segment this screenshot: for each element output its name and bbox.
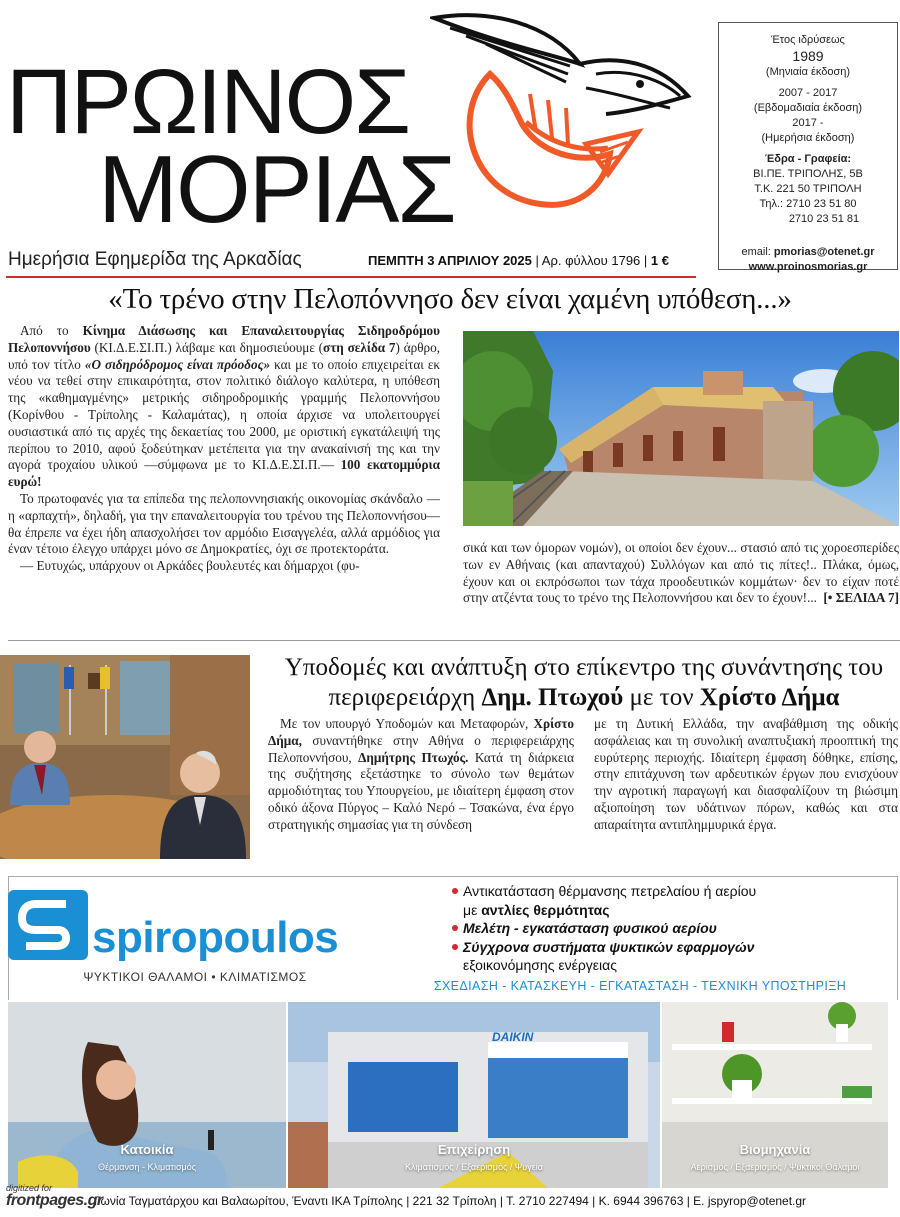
ad-address: Γωνία Ταγματάρχου και Βαλαωρίτου, Έναντι ΙΚΑ Τρίπολης | 221 32 Τρίπολη | Τ. 2710 227494 | Κ. 6944 396763 | Ε. jspyrop@otenet.gr <box>93 1194 807 1208</box>
address-line: Τ.Κ. 221 50 ΤΡΙΠΟΛΗ <box>754 183 862 195</box>
website-link[interactable]: www.proinosmorias.gr <box>748 261 868 273</box>
panel-title: Βιομηχανία <box>739 1142 811 1157</box>
info-line: 2007 - 2017 <box>778 87 838 99</box>
price: 1 € <box>650 253 669 268</box>
issue-date: ΠΕΜΠΤΗ 3 ΑΠΡΙΛΙΟΥ 2025 <box>368 253 532 268</box>
info-line: (Μηνιαία έκδοση) <box>765 66 851 78</box>
frontpages-watermark: digitized for frontpages.gr <box>6 1183 103 1209</box>
ad-bullet-list <box>452 882 756 975</box>
second-paragraph: Με τον υπουργό Υποδομών και Μεταφορών, Χρίστο Δήμα, συναντήθηκε στην Αθήνα ο περιφερειάρχης Πελοποννήσου, Δημήτρης Πτωχός. Κατά τη διάρκεια της συζήτησης εξετάστηκε το σύνολο των θεμάτων αρμοδιότητας του Υπουργείου, με ιδιαίτερη έμφαση στον οδικό άξονα Πύργος – Καλό Νερό – Τσακώνα, ένα έργο στρατηγικής σημασίας για τη σύνδεση <box>268 716 574 832</box>
ad-panel-home[interactable] <box>8 1002 286 1188</box>
ad-services-line: ΣΧΕΔΙΑΣΗ - ΚΑΤΑΣΚΕΥΗ - ΕΓΚΑΤΑΣΤΑΣΗ - ΤΕΧΝΙΚΗ ΥΠΟΣΤΗΡΙΞΗ <box>433 979 847 993</box>
lead-paragraph: — Ευτυχώς, υπάρχουν οι Αρκάδες βουλευτές και δήμαρχοι (φυ- <box>20 558 360 574</box>
separator: | <box>643 253 651 268</box>
panel-subtitle: Κλιματισμός / Εξαερισμός / Ψυγεία <box>405 1162 543 1172</box>
panel-subtitle: Θέρμανση - Κλιματισμός <box>97 1162 197 1172</box>
separator: | <box>535 253 542 268</box>
lead-paragraph: Από το Κίνημα Διάσωσης και Επαναλειτουργίας Σιδηροδρόμου Πελοποννήσου (ΚΙ.Δ.Ε.ΣΙ.Π.) λάβαμε και δημοσιεύουμε (στη σελίδα 7) άρθρο, υπό τον τίτλο «Ο σιδηρόδρομος είναι πρόοδος» και με το οποίο επιχειρείται εκ νέου να τεθεί στην επικαιρότητα, στον πολιτικό διάλογο καλύτερα, η υπόθεση της «καθημαγμένης» μετρικής σιδηροδρομικής γραμμής Πελοποννήσου (Κορίνθου - Τρίπολης - Καλαμάτας), η οποία άρχισε να υπολειτουργεί ουσιαστικά από τις αρχές της δεκαετίας του 2000, με οριστική εγκατάλειψή της περίπου το 2010, αφού ξοδεύτηκαν μετέπειτα για την ανακαίνισή της και την αγορά τροχαίου υλικού —σύμφωνα με το ΚΙ.Δ.Ε.ΣΙ.Π.— 100 εκατομμύρια ευρώ! <box>8 323 440 490</box>
lead-continuation: σικά και των όμορων νομών), οι οποίοι δεν έχουν... στασιό από τις χοροεσπερίδες των εν Αθήναις (και απανταχού) Συλλόγων και από τις πίτες!.. Πλάκα, όμως, έχουν και οι εκπρόσωποι των τάχα προοδευτικών κομμάτων· δεν το είχαν ποτέ στην ατζέντα τους το τρένο της Πελοποννήσου και δεν το έχουν!... <box>463 540 899 606</box>
daikin-sign: DAIKIN <box>492 1030 534 1044</box>
brand-name: spiropoulos <box>92 913 339 962</box>
info-line: 2017 - <box>792 117 824 129</box>
lead-paragraph: Το πρωτοφανές για τα επίπεδα της πελοποννησιακής οικονομίας σκάνδαλο —η «αρπαχτή», δηλαδή, για την επαναλειτουργία του τρένου της Πελοποννήσου— θα έπρεπε να έχει ήδη απασχολήσει τον αρμόδιο Εισαγγελέα, αλλά αρμόδιος για έναν τέτοιο έλεγχο υπάρχει μόνο σε Δημοκρατίες, όχι σε προτεκτοράτα. <box>8 490 440 557</box>
dateline <box>368 253 669 268</box>
lead-article-column-1 <box>8 323 440 623</box>
address-line: ΒΙ.ΠΕ. ΤΡΙΠΟΛΗΣ, 5Β <box>753 168 863 180</box>
ad-subtitle: ΨΥΚΤΙΚΟΙ ΘΑΛΑΜΟΙ • ΚΛΙΜΑΤΙΣΜΟΣ <box>83 970 307 984</box>
masthead-rule <box>6 276 696 278</box>
lead-article-column-2 <box>463 540 899 607</box>
tagline: Ημερήσια Εφημερίδα της Αρκαδίας <box>8 249 302 270</box>
second-continuation: με τη Δυτική Ελλάδα, την αναβάθμιση της οδικής ασφάλειας και τη συνολική αναπτυξιακή προοπτική της ευρύτερης περιοχής. Ιδιαίτερη έμφαση δόθηκε, επίσης, στην επιτάχυνση των αρδευτικών έργων που ενισχύουν την αγροτική παραγωγή και διασφαλίζουν τη βιώσιμη αξιοποίηση των υδάτινων πόρων, καθώς και στα απαραίτητα αντιπλημμυρικά έργα. <box>594 716 898 832</box>
email-link[interactable]: pmorias@otenet.gr <box>773 246 875 258</box>
second-headline[interactable]: Υποδομές και ανάπτυξη στο επίκεντρο της συνάντησης του περιφερειάρχη Δημ. Πτωχού με τον Χρίστο Δήμα <box>284 654 884 711</box>
train-station-photo <box>463 331 899 526</box>
info-line: (Εβδομαδιαία έκδοση) <box>753 102 863 114</box>
phone-line: Τηλ.: 2710 23 51 80 <box>759 198 857 210</box>
logo-line-1: ΠΡΩΙΝΟΣ <box>6 51 410 153</box>
meeting-photo <box>0 655 250 859</box>
founded-year: 1989 <box>792 48 824 64</box>
hq-label: Έδρα - Γραφεία: <box>764 153 852 165</box>
info-line: (Ημερήσια έκδοση) <box>761 132 855 144</box>
spiropoulos-advert[interactable] <box>0 876 900 1217</box>
ad-bullet: Αντικατάσταση θέρμανσης πετρελαίου ή αερίου με αντλίες θερμότητας <box>452 882 756 919</box>
ad-bullet: Μελέτη - εγκατάσταση φυσικού αερίου <box>452 919 756 938</box>
panel-title: Επιχείρηση <box>437 1142 511 1157</box>
second-article-column-2 <box>594 716 898 834</box>
issue-number: Αρ. φύλλου 1796 <box>541 253 641 268</box>
phone-line: 2710 23 51 81 <box>788 213 860 225</box>
dove-logo-icon <box>430 4 692 216</box>
second-article-column-1 <box>268 716 574 834</box>
section-divider <box>8 640 900 641</box>
founded-label: Έτος ιδρύσεως <box>771 34 845 46</box>
ad-panel-business[interactable] <box>288 1002 660 1188</box>
masthead <box>0 0 900 280</box>
panel-title: Κατοικία <box>120 1142 174 1157</box>
ad-bullet: Σύγχρονα συστήματα ψυκτικών εφαρμογών εξοικονόμησης ενέργειας <box>452 938 756 975</box>
lead-headline[interactable]: «Το τρένο στην Πελοπόννησο δεν είναι χαμένη υπόθεση...» <box>108 283 792 315</box>
ad-panels <box>8 1002 888 1188</box>
logo-line-2: ΜΟΡΙΑΣ <box>98 136 455 243</box>
email-line: email: pmorias@otenet.gr <box>741 246 875 258</box>
see-page-link[interactable]: [• ΣΕΛΙΔΑ 7] <box>823 590 899 606</box>
publication-info-box <box>718 22 898 273</box>
panel-subtitle: Αερισμός / Εξαερισμός / Ψυκτικοί Θάλαμοι <box>690 1162 860 1172</box>
ad-panel-industry[interactable] <box>662 1002 888 1188</box>
